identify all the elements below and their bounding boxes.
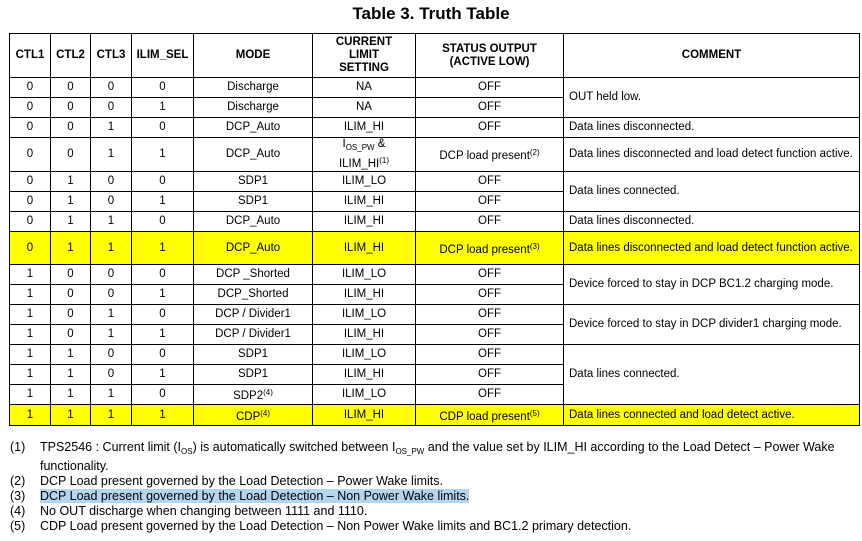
cell-comment: Device forced to stay in DCP BC1.2 charging mode.: [564, 265, 860, 305]
cell-ctl3: 0: [91, 98, 132, 118]
cell-status: OFF: [416, 192, 564, 212]
cell-status: DCP load present$^{(2)}$: [416, 138, 564, 172]
cell-comment: Data lines disconnected and load detect function active.: [564, 232, 860, 265]
cell-comment: Data lines connected and load detect active.: [564, 405, 860, 426]
cell-ilim-sel: 0: [132, 385, 194, 405]
cell-limit: ILIM_HI: [313, 232, 416, 265]
table-row: [10, 78, 860, 98]
table-row: [10, 345, 860, 365]
cell-limit: ILIM_LO: [313, 385, 416, 405]
note-number: (2): [10, 474, 26, 488]
cell-ctl2: 1: [51, 212, 91, 232]
cell-status: CDP load present$^{(5)}$: [416, 405, 564, 426]
cell-limit: ILIM_HI: [313, 192, 416, 212]
cell-status: OFF: [416, 78, 564, 98]
cell-ilim-sel: 1: [132, 325, 194, 345]
cell-ilim-sel: 1: [132, 232, 194, 265]
table-row-highlighted: [10, 405, 860, 426]
note-4: [10, 504, 855, 519]
cell-ctl3: 0: [91, 365, 132, 385]
note-text: [40, 489, 855, 504]
cell-ctl2: 0: [51, 285, 91, 305]
cell-ctl3: 0: [91, 78, 132, 98]
note-3: [10, 489, 855, 504]
cell-limit: NA: [313, 78, 416, 98]
cell-ctl1: 1: [10, 345, 51, 365]
cell-comment: Device forced to stay in DCP divider1 charging mode.: [564, 305, 860, 345]
cell-limit: NA: [313, 98, 416, 118]
cell-status: OFF: [416, 212, 564, 232]
cell-ilim-sel: 1: [132, 365, 194, 385]
note-number: (3): [10, 489, 26, 503]
cell-mode: DCP_Auto: [194, 118, 313, 138]
header-ctl1: CTL1: [10, 34, 51, 78]
cell-limit: ILIM_LO: [313, 305, 416, 325]
table-row: [10, 172, 860, 192]
cell-ilim-sel: 0: [132, 345, 194, 365]
header-status-output: STATUS OUTPUT (ACTIVE LOW): [416, 34, 564, 78]
cell-status: OFF: [416, 285, 564, 305]
cell-ctl2: 1: [51, 385, 91, 405]
header-comment: COMMENT: [564, 34, 860, 78]
note-text: No OUT discharge when changing between 1111 and 1110.: [40, 504, 368, 518]
cell-ctl2: 1: [51, 405, 91, 426]
cell-status: OFF: [416, 265, 564, 285]
cell-ilim-sel: 0: [132, 78, 194, 98]
cell-ctl2: 0: [51, 138, 91, 172]
truth-table: [9, 33, 860, 426]
cell-limit: ILIM_LO: [313, 172, 416, 192]
cell-ctl3: 1: [91, 118, 132, 138]
cell-comment: Data lines disconnected.: [564, 118, 860, 138]
cell-ctl2: 1: [51, 345, 91, 365]
cell-ctl1: 0: [10, 172, 51, 192]
note-number: (4): [10, 504, 26, 518]
cell-status: OFF: [416, 118, 564, 138]
cell-ctl3: 1: [91, 385, 132, 405]
cell-ctl3: 0: [91, 192, 132, 212]
cell-comment: Data lines disconnected.: [564, 212, 860, 232]
note-number: (5): [10, 519, 26, 533]
cell-comment: Data lines connected.: [564, 345, 860, 405]
cell-limit: ILIM_LO: [313, 345, 416, 365]
cell-ctl2: 0: [51, 78, 91, 98]
cell-comment: Data lines connected.: [564, 172, 860, 212]
cell-status: OFF: [416, 98, 564, 118]
cell-mode: SDP1: [194, 365, 313, 385]
cell-ctl2: 0: [51, 98, 91, 118]
cell-mode: Discharge: [194, 78, 313, 98]
cell-limit: $I_{OS\_PW}$ & ILIM_HI$^{(1)}$: [313, 138, 416, 172]
cell-ctl1: 0: [10, 212, 51, 232]
cell-ctl2: 1: [51, 172, 91, 192]
cell-ctl1: 0: [10, 192, 51, 212]
cell-ctl2: 0: [51, 265, 91, 285]
note-1: [10, 440, 855, 474]
cell-mode: DCP_Auto: [194, 138, 313, 172]
cell-mode: DCP / Divider1: [194, 305, 313, 325]
cell-mode: DCP _Shorted: [194, 265, 313, 285]
cell-status: OFF: [416, 172, 564, 192]
cell-limit: ILIM_HI: [313, 365, 416, 385]
cell-limit: ILIM_HI: [313, 285, 416, 305]
cell-ctl3: 1: [91, 325, 132, 345]
cell-ctl3: 0: [91, 285, 132, 305]
note-text: CDP Load present governed by the Load Detection – Non Power Wake limits and BC1.2 primary detection.: [40, 519, 632, 533]
cell-ctl1: 0: [10, 138, 51, 172]
table-title: Table 3. Truth Table: [352, 4, 510, 23]
note-number: (1): [10, 440, 26, 454]
cell-mode: CDP$^{(4)}$: [194, 405, 313, 426]
cell-limit: ILIM_LO: [313, 265, 416, 285]
cell-mode: SDP1: [194, 172, 313, 192]
cell-status: OFF: [416, 305, 564, 325]
cell-limit: ILIM_HI: [313, 405, 416, 426]
cell-ilim-sel: 1: [132, 285, 194, 305]
header-ctl2: CTL2: [51, 34, 91, 78]
cell-status: OFF: [416, 365, 564, 385]
cell-status: OFF: [416, 325, 564, 345]
cell-ilim-sel: 0: [132, 118, 194, 138]
cell-ilim-sel: 0: [132, 172, 194, 192]
header-mode: MODE: [194, 34, 313, 78]
header-current-limit: CURRENT LIMIT SETTING: [313, 34, 416, 78]
cell-ctl3: 1: [91, 232, 132, 265]
cell-ctl2: 1: [51, 232, 91, 265]
table-notes: [10, 440, 855, 534]
cell-mode: Discharge: [194, 98, 313, 118]
cell-limit: ILIM_HI: [313, 212, 416, 232]
cell-ctl2: 1: [51, 192, 91, 212]
cell-ctl3: 1: [91, 305, 132, 325]
table-row: [10, 305, 860, 325]
cell-ctl2: 0: [51, 305, 91, 325]
cell-ctl1: 1: [10, 365, 51, 385]
cell-ctl3: 0: [91, 265, 132, 285]
cell-ctl3: 0: [91, 172, 132, 192]
table-row: [10, 118, 860, 138]
cell-mode: DCP_Auto: [194, 232, 313, 265]
cell-ctl1: 1: [10, 325, 51, 345]
cell-ilim-sel: 1: [132, 192, 194, 212]
cell-ctl1: 1: [10, 265, 51, 285]
cell-mode: DCP_Auto: [194, 212, 313, 232]
cell-status: DCP load present$^{(3)}$: [416, 232, 564, 265]
cell-ctl1: 1: [10, 285, 51, 305]
cell-ctl2: 0: [51, 325, 91, 345]
cell-comment: OUT held low.: [564, 78, 860, 118]
cell-ctl1: 1: [10, 405, 51, 426]
cell-mode: DCP / Divider1: [194, 325, 313, 345]
table-row: [10, 138, 860, 172]
cell-ctl3: 1: [91, 405, 132, 426]
cell-ctl3: 1: [91, 138, 132, 172]
cell-mode: SDP2$^{(4)}$: [194, 385, 313, 405]
cell-ilim-sel: 1: [132, 405, 194, 426]
header-ilim-sel: ILIM_SEL: [132, 34, 194, 78]
cell-ilim-sel: 0: [132, 265, 194, 285]
note-text: DCP Load present governed by the Load Detection – Power Wake limits.: [40, 474, 443, 488]
cell-ctl3: 0: [91, 345, 132, 365]
cell-ctl1: 0: [10, 78, 51, 98]
cell-ilim-sel: 1: [132, 98, 194, 118]
cell-mode: SDP1: [194, 192, 313, 212]
cell-ctl2: 0: [51, 118, 91, 138]
cell-limit: ILIM_HI: [313, 118, 416, 138]
cell-ctl1: 1: [10, 305, 51, 325]
cell-mode: DCP_Shorted: [194, 285, 313, 305]
table-row: [10, 265, 860, 285]
note-text: TPS2546 : Current limit $(I_{OS})$ is automatically switched between $I_{OS\_PW}$ and the value set by ILIM_HI according to the Load Detect – Power Wake functionality.: [40, 440, 835, 473]
note-5: [10, 519, 855, 534]
cell-status: OFF: [416, 385, 564, 405]
table-row-highlighted: [10, 232, 860, 265]
cell-ctl1: 0: [10, 98, 51, 118]
cell-mode: SDP1: [194, 345, 313, 365]
cell-ilim-sel: 0: [132, 212, 194, 232]
cell-ilim-sel: 1: [132, 138, 194, 172]
cell-limit: ILIM_HI: [313, 325, 416, 345]
cell-ctl1: 0: [10, 232, 51, 265]
header-ctl3: CTL3: [91, 34, 132, 78]
cell-ctl1: 1: [10, 385, 51, 405]
note-2: [10, 474, 855, 489]
selected-text[interactable]: DCP Load present governed by the Load Detection – Non Power Wake limits.: [40, 489, 470, 503]
cell-ctl3: 1: [91, 212, 132, 232]
cell-status: OFF: [416, 345, 564, 365]
cell-ctl2: 1: [51, 365, 91, 385]
cell-comment: Data lines disconnected and load detect function active.: [564, 138, 860, 172]
cell-ilim-sel: 0: [132, 305, 194, 325]
table-row: [10, 212, 860, 232]
cell-ctl1: 0: [10, 118, 51, 138]
